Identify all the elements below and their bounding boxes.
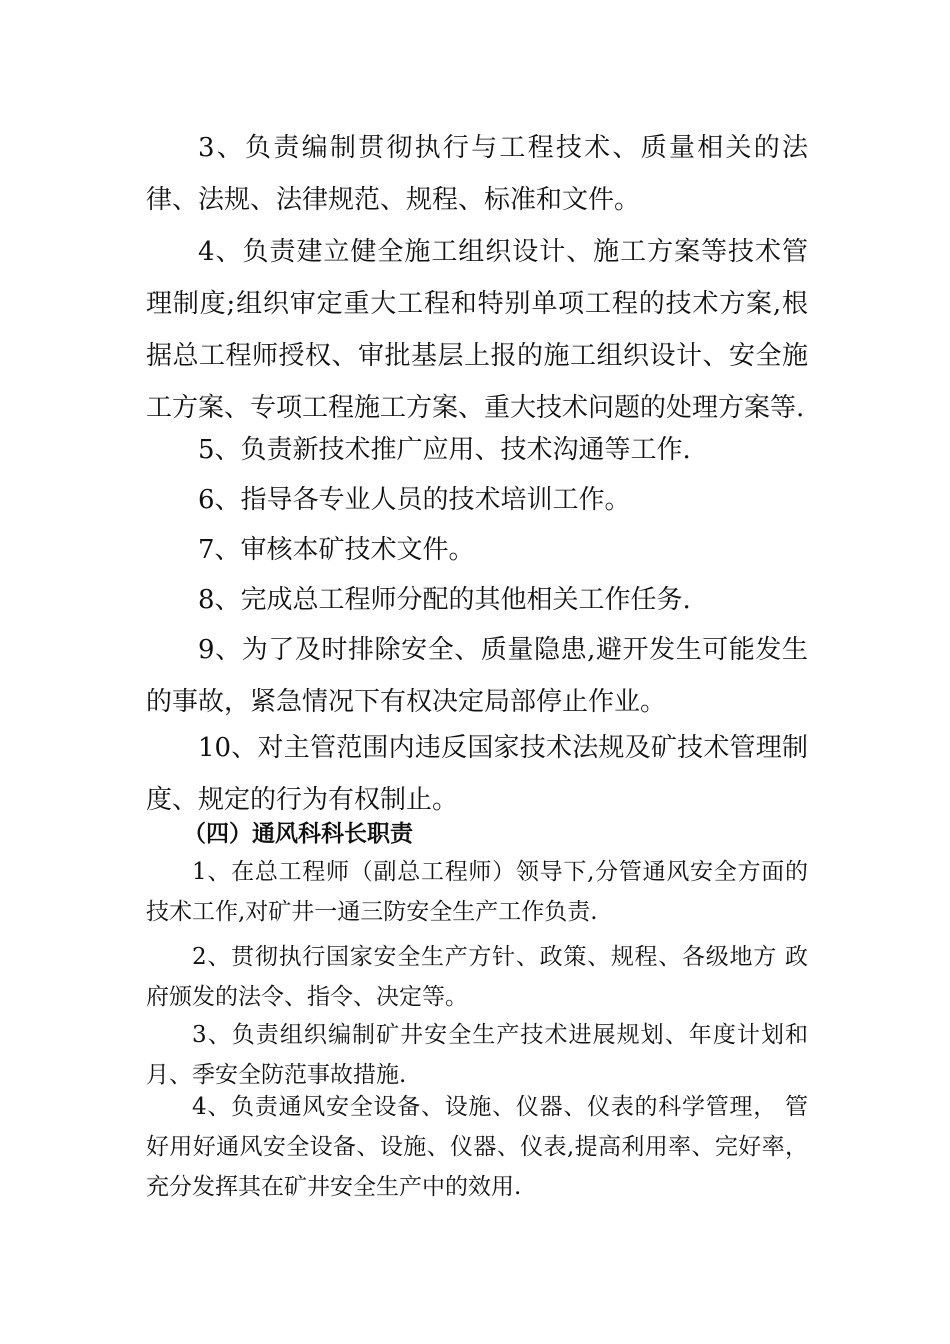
paragraph-item-7: 7、审核本矿技术文件。 [198,535,475,565]
paragraph-item-10: 10、对主管范围内违反国家技术法规及矿技术管理制度、规定的行为有权制止。 [146,733,808,815]
paragraph-item-3: 3、负责编制贯彻执行与工程技术、质量相关的法律、法规、法律规范、规程、标准和文件。 [146,133,808,215]
paragraph-item-8: 8、完成总工程师分配的其他相关工作任务. [198,585,691,615]
duty-item-4: 4、负责通风安全设备、设施、仪器、仪表的科学管理， 管好用好通风安全设备、设施、仪器、仪表,提高利用率、完好率，充分发挥其在矿井安全生产中的效用. [146,1094,808,1200]
paragraph-item-5: 5、负责新技术推广应用、技术沟通等工作. [198,435,691,465]
paragraph-item-9: 9、为了及时排除安全、质量隐患,避开发生可能发生的事故，紧急情况下有权决定局部停止作业。 [146,635,808,717]
duty-item-2: 2、贯彻执行国家安全生产方针、政策、规程、各级地方 政府颁发的法令、指令、决定等。 [146,944,808,1010]
paragraph-item-6: 6、指导各专业人员的技术培训工作。 [198,485,631,515]
duty-item-3: 3、负责组织编制矿井安全生产技术进展规划、年度计划和月、季安全防范事故措施. [146,1022,808,1088]
paragraph-item-4: 4、负责建立健全施工组织设计、施工方案等技术管理制度;组织审定重大工程和特别单项工程的技术方案,根据总工程师授权、审批基层上报的施工组织设计、安全施工方案、专项工程施工方案、重大技术问题的处理方案等. [146,237,808,423]
section-heading: （四）通风科科长职责 [183,820,413,847]
duty-item-1: 1、在总工程师（副总工程师）领导下,分管通风安全方面的技术工作,对矿井一通三防安全生产工作负责. [146,859,808,925]
